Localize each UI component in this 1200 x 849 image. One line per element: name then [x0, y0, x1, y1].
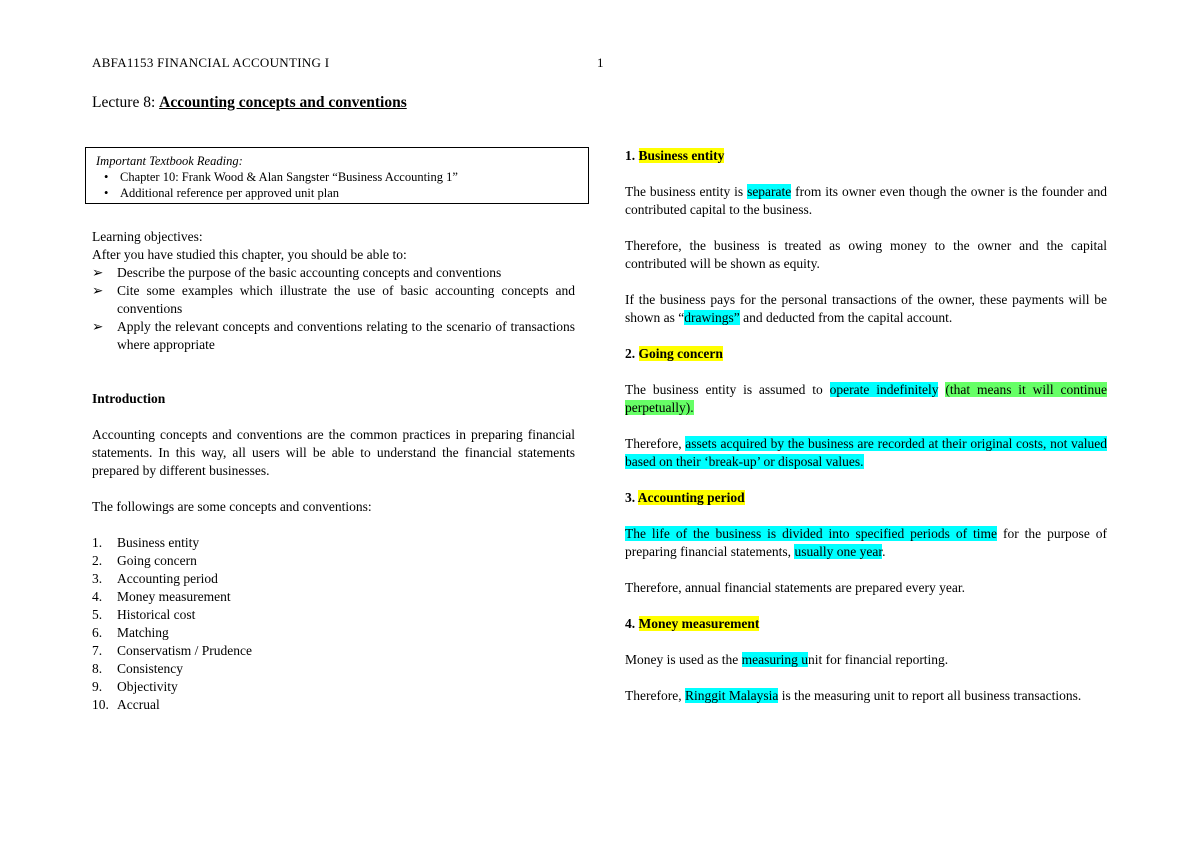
concept-item: 8. Consistency [92, 661, 183, 676]
reading-item: • Additional reference per approved unit plan [110, 185, 578, 201]
left-column [92, 228, 575, 714]
section-heading-business-entity: 1. Business entity [625, 148, 725, 163]
objective-item: ➢ Cite some examples which illustrate the use of basic accounting concepts and conventions [92, 283, 575, 316]
concept-item: 1. Business entity [92, 535, 200, 550]
arrow-bullet-icon: ➢ [92, 265, 104, 280]
concept-item: 4. Money measurement [92, 589, 231, 604]
section-heading-going-concern: 2. Going concern [625, 346, 723, 361]
objectives-heading: Learning objectives: [92, 229, 203, 244]
page-number: 1 [597, 55, 604, 70]
concepts-list-intro: The followings are some concepts and conventions: [92, 499, 372, 514]
concept-item: 6. Matching [92, 625, 169, 640]
money-measurement-p1: Money is used as the measuring unit for financial reporting. [625, 652, 949, 667]
concept-item: 10. Accrual [92, 697, 160, 712]
business-entity-p2: Therefore, the business is treated as owing money to the owner and the capital contributed will be shown as equity. [625, 238, 1107, 271]
concept-item: 3. Accounting period [92, 571, 218, 586]
introduction-paragraph: Accounting concepts and conventions are the common practices in preparing financial statements. In this way, all users will be able to understand the financial statements prepared by different businesses. [92, 427, 575, 478]
objectives-intro: After you have studied this chapter, you should be able to: [92, 247, 407, 262]
arrow-bullet-icon: ➢ [92, 283, 104, 298]
going-concern-p2: Therefore, assets acquired by the business are recorded at their original costs, not valued based on their ‘break-up’ or disposal values. [625, 436, 1107, 469]
textbook-reading-box [85, 147, 589, 204]
concepts-list [92, 534, 575, 714]
concept-item: 9. Objectivity [92, 679, 178, 694]
concept-item: 7. Conservatism / Prudence [92, 643, 252, 658]
introduction-heading: Introduction [92, 391, 166, 406]
concept-item: 5. Historical cost [92, 607, 196, 622]
accounting-period-p2: Therefore, annual financial statements are prepared every year. [625, 580, 965, 595]
concept-item: 2. Going concern [92, 553, 197, 568]
lecture-prefix: Lecture 8: [92, 94, 160, 111]
lecture-title-text: Accounting concepts and conventions [159, 94, 407, 111]
objectives-list [92, 264, 575, 354]
reading-heading: Important Textbook Reading: [96, 154, 243, 168]
objective-item: ➢ Describe the purpose of the basic accounting concepts and conventions [92, 265, 502, 280]
objective-item: ➢ Apply the relevant concepts and conventions relating to the scenario of transactions where appropriate [92, 319, 575, 352]
money-measurement-p2: Therefore, Ringgit Malaysia is the measuring unit to report all business transactions. [625, 688, 1082, 703]
section-heading-money-measurement: 4. Money measurement [625, 616, 760, 631]
course-header: ABFA1153 FINANCIAL ACCOUNTING I [92, 55, 330, 70]
reading-list [96, 169, 578, 201]
business-entity-p3: If the business pays for the personal transactions of the owner, these payments will be shown as “drawings” and deducted from the capital account. [625, 292, 1107, 325]
accounting-period-p1: The life of the business is divided into specified periods of time for the purpose of preparing financial statements, usually one year. [625, 526, 1107, 559]
business-entity-p1: The business entity is separate from its owner even though the owner is the founder and contributed capital to the business. [625, 184, 1107, 217]
going-concern-p1: The business entity is assumed to operate indefinitely (that means it will continue perpetually). [625, 382, 1108, 415]
right-column [625, 147, 1107, 705]
arrow-bullet-icon: ➢ [92, 319, 104, 334]
section-heading-accounting-period: 3. Accounting period [625, 490, 745, 505]
reading-item: • Chapter 10: Frank Wood & Alan Sangster “Business Accounting 1” [110, 169, 578, 185]
lecture-title [92, 94, 407, 112]
